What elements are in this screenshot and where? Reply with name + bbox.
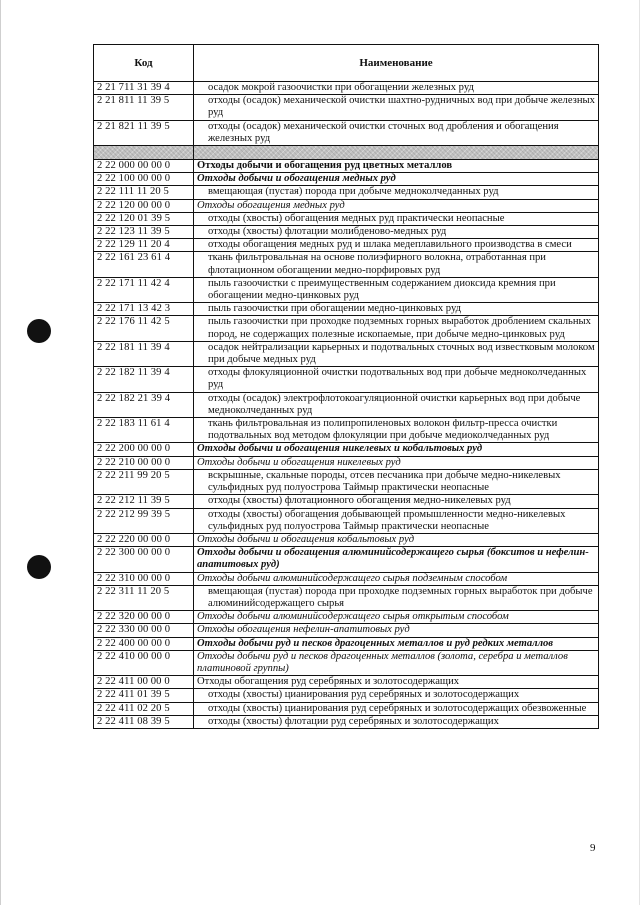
row-name: отходы (хвосты) цианирования руд серебряных и золотосодержащих — [194, 689, 599, 702]
row-code: 2 22 411 02 20 5 — [94, 702, 194, 715]
row-code: 2 22 171 11 42 4 — [94, 277, 194, 302]
page-number: 9 — [590, 842, 596, 854]
row-name: Отходы добычи и обогащения медных руд — [194, 173, 599, 186]
row-code: 2 22 211 99 20 5 — [94, 469, 194, 494]
row-name: Отходы добычи и обогащения кобальтовых руд — [194, 533, 599, 546]
row-code: 2 22 410 00 00 0 — [94, 650, 194, 675]
row-code: 2 22 100 00 00 0 — [94, 173, 194, 186]
row-code: 2 22 171 13 42 3 — [94, 303, 194, 316]
row-name: пыль газоочистки при обогащении медно-цинковых руд — [194, 303, 599, 316]
table-row — [94, 418, 599, 443]
row-code: 2 22 129 11 20 4 — [94, 239, 194, 252]
column-header-name: Наименование — [194, 45, 599, 82]
table-row — [94, 392, 599, 417]
table-row — [94, 160, 599, 173]
row-code: 2 22 210 00 00 0 — [94, 456, 194, 469]
row-name: Отходы добычи и обогащения алюминийсодержащего сырья (бокситов и нефелин-апатитовых руд) — [194, 547, 599, 572]
row-code: 2 22 411 08 39 5 — [94, 715, 194, 728]
row-name: отходы (хвосты) флотационного обогащения медно-никелевых руд — [194, 495, 599, 508]
row-code: 2 22 111 11 20 5 — [94, 186, 194, 199]
table-row — [94, 676, 599, 689]
row-code: 2 22 182 11 39 4 — [94, 367, 194, 392]
row-code: 2 22 176 11 42 5 — [94, 316, 194, 341]
row-name: Отходы обогащения медных руд — [194, 199, 599, 212]
table-row — [94, 443, 599, 456]
row-name: пыль газоочистки с преимущественным содержанием диоксида кремния при обогащении медно-цинковых руд — [194, 277, 599, 302]
binder-hole — [27, 319, 51, 343]
table-row — [94, 173, 599, 186]
row-code: 2 22 161 23 61 4 — [94, 252, 194, 277]
table-row — [94, 341, 599, 366]
row-name: ткань фильтровальная из полипропиленовых волокон фильтр-пресса очистки подотвальных вод методом флокуляции при добыче медиоколчеданных руд — [194, 418, 599, 443]
row-code: 2 21 821 11 39 5 — [94, 120, 194, 145]
table-row — [94, 689, 599, 702]
row-name: отходы (хвосты) флотации молибденово-медных руд — [194, 226, 599, 239]
table-row — [94, 252, 599, 277]
waste-classification-table — [93, 44, 599, 729]
row-code: 2 22 220 00 00 0 — [94, 533, 194, 546]
row-code — [94, 146, 194, 160]
row-name — [194, 146, 599, 160]
row-name: ткань фильтровальная на основе полиэфирного волокна, отработанная при флотационном обогащении медно-порфировых руд — [194, 252, 599, 277]
row-name: Отходы обогащения руд серебряных и золотосодержащих — [194, 676, 599, 689]
row-name: отходы флокуляционной очистки подотвальных вод при добыче медноколчеданных руд — [194, 367, 599, 392]
table-row — [94, 637, 599, 650]
row-name: вмещающая (пустая) порода при проходке подземных горных выработок при добыче алюминийсодержащего сырья — [194, 585, 599, 610]
table-row — [94, 456, 599, 469]
table-row — [94, 82, 599, 95]
row-code: 2 22 212 11 39 5 — [94, 495, 194, 508]
row-code: 2 22 123 11 39 5 — [94, 226, 194, 239]
row-code: 2 21 811 11 39 5 — [94, 95, 194, 120]
binder-hole — [27, 555, 51, 579]
row-code: 2 22 411 00 00 0 — [94, 676, 194, 689]
table-row — [94, 277, 599, 302]
table-row — [94, 95, 599, 120]
row-name: пыль газоочистки при проходке подземных горных выработок дроблением скальных пород, не содержащих полезные ископаемые, при добыче медно-цинковых руд — [194, 316, 599, 341]
table-row — [94, 715, 599, 728]
row-name: отходы (хвосты) цианирования руд серебряных и золотосодержащих обезвоженные — [194, 702, 599, 715]
table-row — [94, 226, 599, 239]
table-row — [94, 547, 599, 572]
table-row — [94, 120, 599, 145]
table-row — [94, 650, 599, 675]
table-row — [94, 199, 599, 212]
page-edge-left — [0, 0, 1, 905]
row-name: Отходы добычи руд и песков драгоценных металлов (золота, серебра и металлов платиновой группы) — [194, 650, 599, 675]
row-code: 2 22 181 11 39 4 — [94, 341, 194, 366]
table-row — [94, 469, 599, 494]
row-code: 2 22 120 01 39 5 — [94, 212, 194, 225]
table-row — [94, 316, 599, 341]
row-name: отходы (хвосты) обогащения добывающей промышленности медно-никелевых сульфидных руд полуострова Таймыр практически неопасные — [194, 508, 599, 533]
table-header-row — [94, 45, 599, 82]
row-name: отходы (хвосты) флотации руд серебряных и золотосодержащих — [194, 715, 599, 728]
row-code: 2 22 400 00 00 0 — [94, 637, 194, 650]
table-row — [94, 508, 599, 533]
row-name: осадок мокрой газоочистки при обогащении железных руд — [194, 82, 599, 95]
row-code: 2 22 120 00 00 0 — [94, 199, 194, 212]
row-code: 2 22 182 21 39 4 — [94, 392, 194, 417]
row-name: отходы (осадок) механической очистки шахтно-рудничных вод при добыче железных руд — [194, 95, 599, 120]
row-code: 2 22 320 00 00 0 — [94, 611, 194, 624]
row-name: Отходы добычи алюминийсодержащего сырья подземным способом — [194, 572, 599, 585]
row-code: 2 22 411 01 39 5 — [94, 689, 194, 702]
table-row — [94, 367, 599, 392]
row-code: 2 22 212 99 39 5 — [94, 508, 194, 533]
row-name: Отходы добычи алюминийсодержащего сырья открытым способом — [194, 611, 599, 624]
row-name: Отходы обогащения нефелин-апатитовых руд — [194, 624, 599, 637]
table-row — [94, 572, 599, 585]
row-name: осадок нейтрализации карьерных и подотвальных сточных вод известковым молоком при добыче медных руд — [194, 341, 599, 366]
row-name: отходы обогащения медных руд и шлака медеплавильного производства в смеси — [194, 239, 599, 252]
table-row — [94, 624, 599, 637]
table-body — [94, 82, 599, 729]
table-row — [94, 303, 599, 316]
row-name: Отходы добычи руд и песков драгоценных металлов и руд редких металлов — [194, 637, 599, 650]
column-header-code: Код — [94, 45, 194, 82]
row-name: Отходы добычи и обогащения руд цветных металлов — [194, 160, 599, 173]
row-name: вмещающая (пустая) порода при добыче медноколчеданных руд — [194, 186, 599, 199]
table-row — [94, 585, 599, 610]
table-row — [94, 186, 599, 199]
row-code: 2 22 310 00 00 0 — [94, 572, 194, 585]
row-name: вскрышные, скальные породы, отсев песчаника при добыче медно-никелевых сульфидных руд полуострова Таймыр практически неопасные — [194, 469, 599, 494]
row-code: 2 22 183 11 61 4 — [94, 418, 194, 443]
separator-row — [94, 146, 599, 160]
row-name: Отходы добычи и обогащения никелевых и кобальтовых руд — [194, 443, 599, 456]
table-row — [94, 533, 599, 546]
row-code: 2 22 330 00 00 0 — [94, 624, 194, 637]
table-row — [94, 702, 599, 715]
table-row — [94, 239, 599, 252]
row-name: отходы (хвосты) обогащения медных руд практически неопасные — [194, 212, 599, 225]
table-row — [94, 611, 599, 624]
row-name: отходы (осадок) электрофлотокоагуляционной очистки карьерных вод при добыче медноколчеданных руд — [194, 392, 599, 417]
row-name: Отходы добычи и обогащения никелевых руд — [194, 456, 599, 469]
row-code: 2 21 711 31 39 4 — [94, 82, 194, 95]
row-name: отходы (осадок) механической очистки сточных вод дробления и обогащения железных руд — [194, 120, 599, 145]
row-code: 2 22 000 00 00 0 — [94, 160, 194, 173]
row-code: 2 22 300 00 00 0 — [94, 547, 194, 572]
table-row — [94, 495, 599, 508]
row-code: 2 22 200 00 00 0 — [94, 443, 194, 456]
row-code: 2 22 311 11 20 5 — [94, 585, 194, 610]
table-row — [94, 212, 599, 225]
